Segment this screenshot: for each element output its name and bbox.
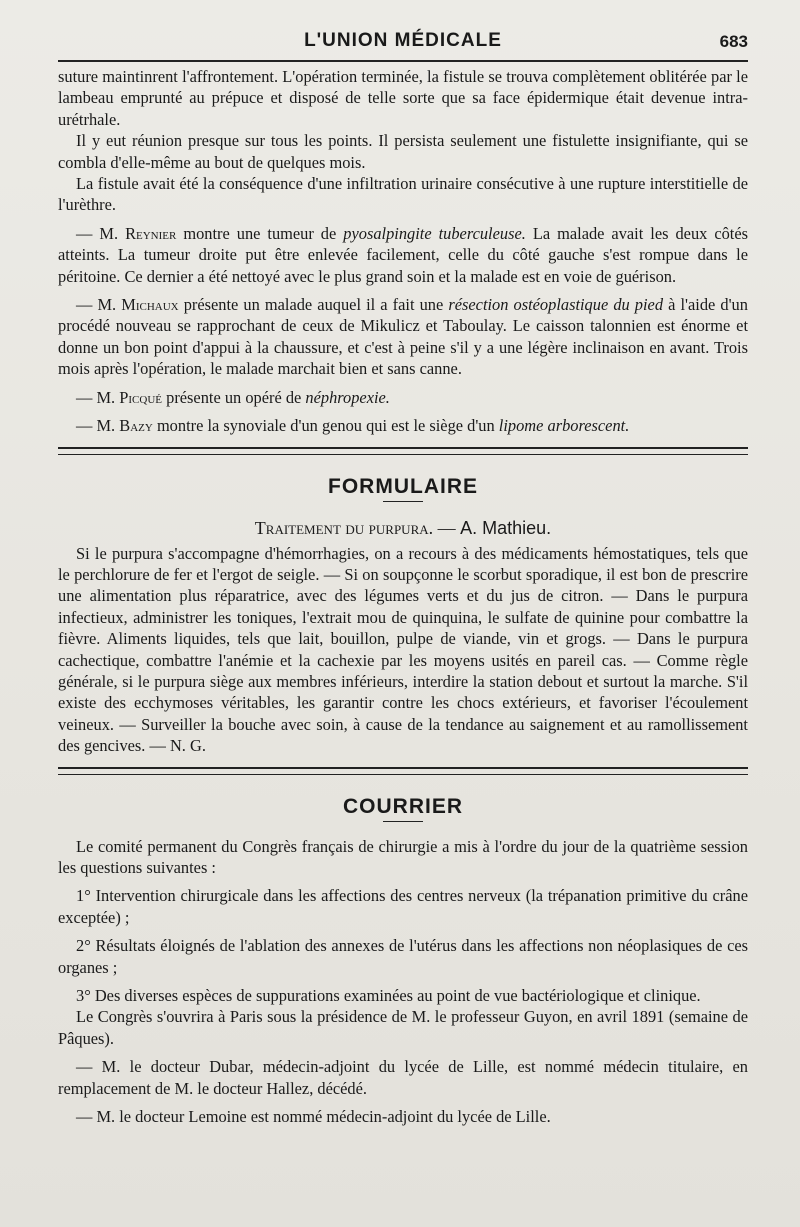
paragraph-reunion: Il y eut réunion presque sur tous les points. Il persista seulement une fistulette insignifiante, qui se combla d'elle-même au bout de quelques mois. (58, 131, 748, 172)
surgeon-name: Picqué (119, 387, 163, 407)
journal-title: L'UNION MÉDICALE (304, 30, 502, 51)
paragraph-picque (58, 387, 748, 408)
formulaire-section (58, 475, 748, 757)
recipe-heading (58, 518, 748, 539)
title-underline (383, 501, 423, 502)
surgeon-name: Reynier (125, 223, 177, 243)
recipe-body: Si le purpura s'accompagne d'hémorrhagies, on a recours à des médicaments hémostatiques, tels que le perchlorure de fer et l'ergot de seigle. — Si on soupçonne le scorbut sporadique, il est bon de prescrire une alimentation plus réparatrice, avec des légumes verts et du jus de citron. — Dans le purpura infectieux, administrer les toniques, l'extrait mou de quinquina, le sulfate de quinine pour combattre la fièvre. Aliments liquides, tels que lait, bouillon, pulpe de viande, vin et grogs. — Dans le purpura cachectique, combattre l'anémie et la cachexie par les moyens usités en pareil cas. — Comme règle générale, si le purpura siège aux membres inférieurs, interdire la station debout et surtout la marche. S'il existe des ecchymoses véritables, les garantir contre les chocs extérieurs, et favoriser l'écoulement veineux. — Surveiller la bouche avec soin, à cause de la tendance au saignement et au ramollissement des gencives. — N. G. (58, 543, 748, 756)
section-divider (58, 767, 748, 775)
surgeon-name: Michaux (121, 295, 179, 315)
dash-lead: — M. (76, 387, 116, 407)
page-number: 683 (719, 32, 748, 51)
recipe-title: Traitement du purpura. (254, 517, 434, 538)
dash-lead: — M. (76, 416, 116, 436)
text-segment: montre une tumeur de (183, 223, 337, 243)
section-divider (58, 447, 748, 455)
paragraph-ouverture: Le Congrès s'ouvrira à Paris sous la présidence de M. le professeur Guyon, en avril 1891 (semaine de Pâques). (58, 1007, 748, 1048)
text-segment: montre la synoviale d'un genou qui est le siège d'un (156, 416, 495, 436)
medical-term: lipome arborescent. (498, 416, 630, 436)
section-title-courrier: COURRIER (342, 794, 463, 818)
section-title-formulaire: FORMULAIRE (328, 474, 478, 498)
top-section (58, 66, 748, 437)
paragraph-lemoine: — M. le docteur Lemoine est nommé médecin-adjoint du lycée de Lille. (76, 1107, 551, 1127)
question-3: 3° Des diverses espèces de suppurations examinées au point de vue bactériologique et clinique. (76, 986, 701, 1005)
text-segment: à l'aide d'un procédé nouveau se rapprochant de ceux de Mikulicz et Taboulay. Le caisson talonnien est énorme et donne un bon point d'appui à la chaussure, et c'est à peine s'il y a une légère inclinaison en avant. Trois mois après l'opération, le malade marchait bien et sans canne. (58, 295, 748, 379)
paragraph-michaux (58, 294, 748, 380)
medical-term: pyosalpingite tuberculeuse. (343, 223, 526, 243)
question-1: 1° Intervention chirurgicale dans les affections des centres nerveux (la trépanation primitive du crâne exceptée) ; (58, 886, 748, 927)
courrier-section (58, 795, 748, 1128)
surgeon-name: Bazy (119, 416, 153, 436)
recipe-author: A. Mathieu. (460, 517, 552, 538)
recipe-dash: — (437, 517, 456, 538)
paragraph-dubar: — M. le docteur Dubar, médecin-adjoint du lycée de Lille, est nommé médecin titulaire, en remplacement de M. le docteur Hallez, décédé. (58, 1057, 748, 1098)
dash-lead: — M. (76, 223, 119, 243)
header-rule (58, 60, 748, 62)
paragraph-reynier (58, 223, 748, 287)
text-segment: La malade avait les deux côtés atteints. La tumeur droite put être enlevée facilement, celle du côté gauche s'est rompue dans le péritoine. Ce dernier a été nettoyé avec le plus grand soin et la malade est en voie de guérison. (58, 223, 748, 286)
paragraph-suture: suture maintinrent l'affrontement. L'opération terminée, la fistule se trouva complètement oblitérée par le lambeau emprunté au prépuce et disposé de telle sorte que sa face épidermique était devenue intra-urétrhale. (58, 67, 748, 129)
paragraph-bazy (58, 415, 748, 436)
question-2: 2° Résultats éloignés de l'ablation des annexes de l'utérus dans les affections non néoplasiques de ces organes ; (58, 936, 748, 977)
running-head (58, 30, 748, 56)
paragraph-congres: Le comité permanent du Congrès français de chirurgie a mis à l'ordre du jour de la quatrième session les questions suivantes : (58, 836, 748, 877)
dash-lead: — M. (76, 295, 117, 315)
text-segment: présente un malade auquel il a fait une (183, 295, 444, 315)
medical-term: néphropexie. (305, 387, 390, 407)
text-segment: présente un opéré de (166, 387, 302, 407)
medical-term: résection ostéoplastique du pied (448, 295, 664, 315)
paragraph-fistule: La fistule avait été la conséquence d'une infiltration urinaire consécutive à une rupture interstitielle de l'urèthre. (58, 174, 748, 215)
